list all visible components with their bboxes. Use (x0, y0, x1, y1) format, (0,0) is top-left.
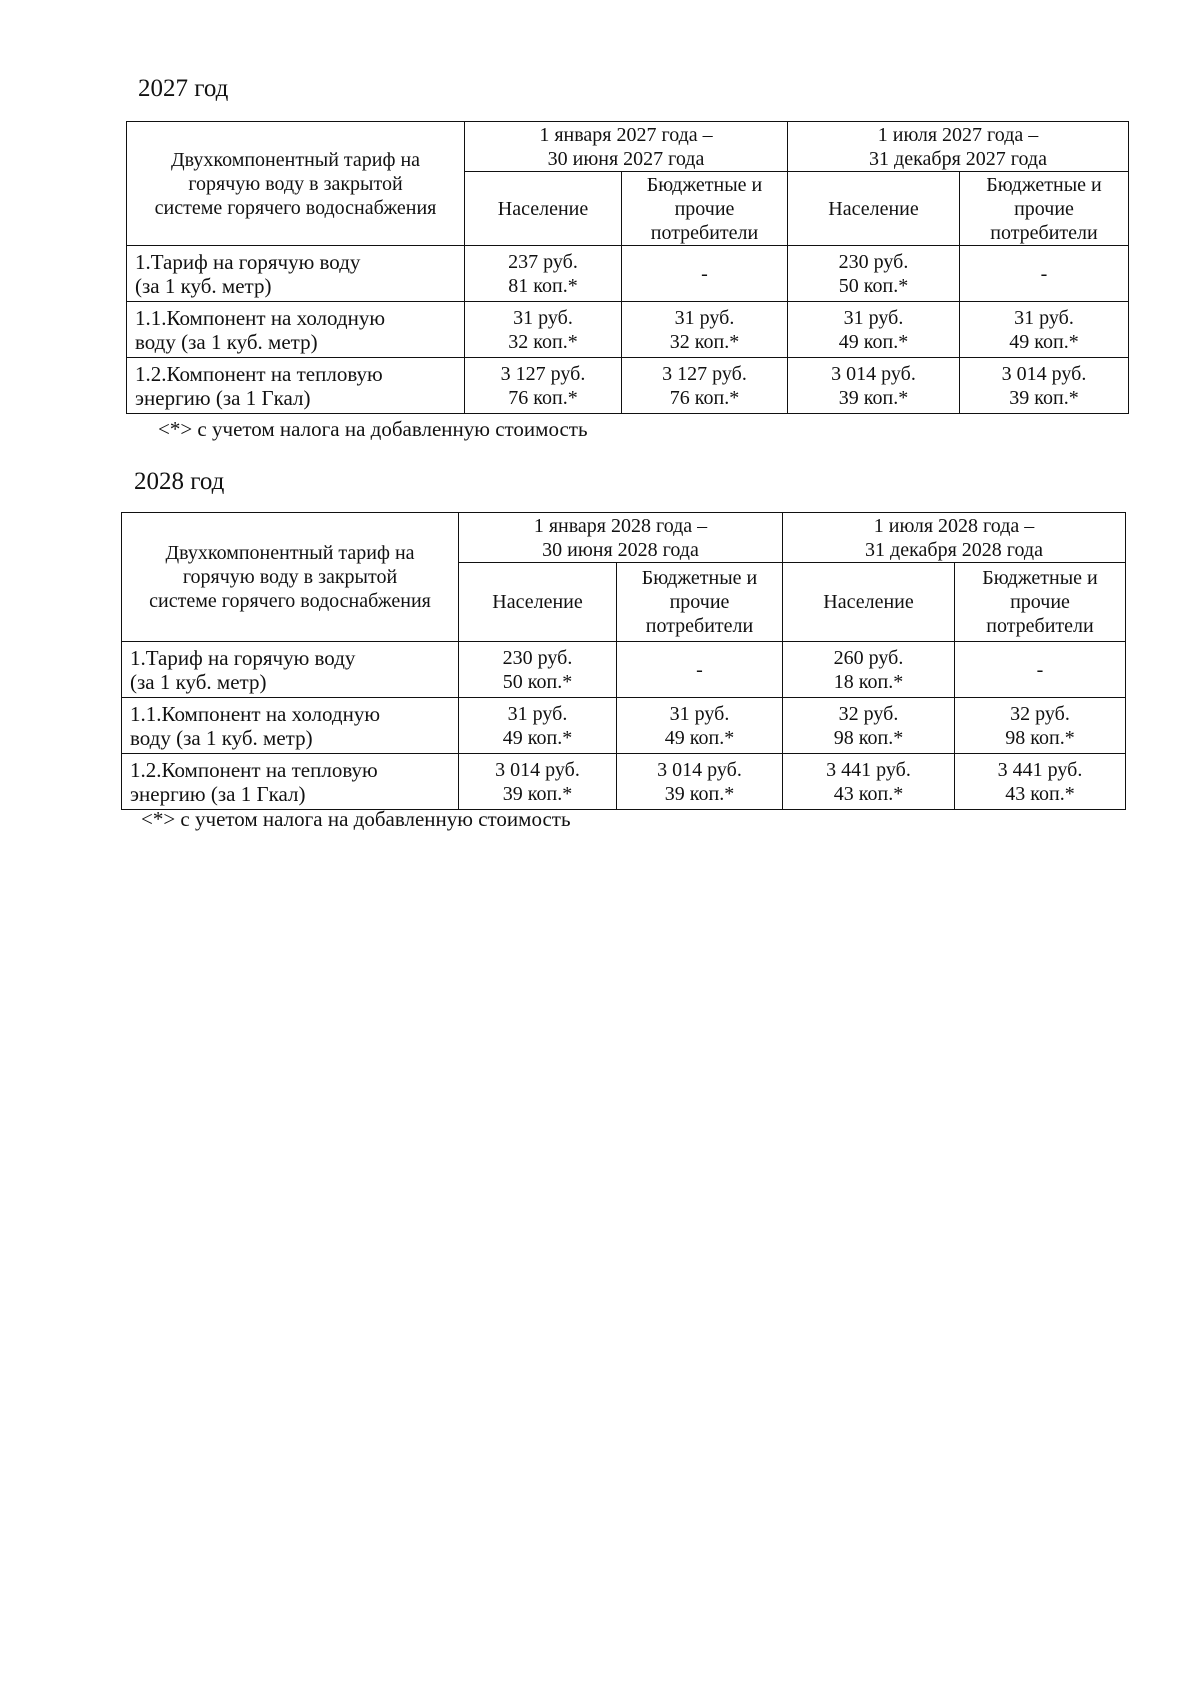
value-cell: 31 руб. 32 коп.* (622, 302, 788, 358)
value-cell: 32 руб. 98 коп.* (955, 698, 1126, 754)
row-label: 1.2.Компонент на тепловую энергию (за 1 Гкал) (127, 358, 465, 414)
table-corner-header: Двухкомпонентный тариф на горячую воду в закрытой системе горячего водоснабжения (122, 513, 459, 642)
value-cell: 3 014 руб. 39 коп.* (960, 358, 1129, 414)
table-row (127, 302, 1129, 358)
table-row (122, 754, 1126, 810)
value-cell: 31 руб. 49 коп.* (617, 698, 783, 754)
value-cell: 237 руб. 81 коп.* (465, 246, 622, 302)
subheader-population: Население (788, 172, 960, 246)
subheader-budget: Бюджетные и прочие потребители (617, 563, 783, 642)
value-cell: 32 руб. 98 коп.* (783, 698, 955, 754)
table-row (127, 246, 1129, 302)
subheader-population: Население (465, 172, 622, 246)
value-cell: - (617, 642, 783, 698)
value-cell: 31 руб. 49 коп.* (788, 302, 960, 358)
period-header: 1 января 2027 года – 30 июня 2027 года (465, 122, 788, 172)
subheader-budget: Бюджетные и прочие потребители (622, 172, 788, 246)
row-label: 1.2.Компонент на тепловую энергию (за 1 Гкал) (122, 754, 459, 810)
year-title: 2028 год (134, 468, 225, 495)
period-header: 1 июля 2028 года – 31 декабря 2028 года (783, 513, 1126, 563)
subheader-population: Население (459, 563, 617, 642)
vat-footnote: <*> с учетом налога на добавленную стоимость (141, 807, 571, 831)
table-row (122, 698, 1126, 754)
vat-footnote: <*> с учетом налога на добавленную стоимость (158, 417, 588, 441)
value-cell: 31 руб. 49 коп.* (960, 302, 1129, 358)
value-cell: 3 014 руб. 39 коп.* (617, 754, 783, 810)
subheader-budget: Бюджетные и прочие потребители (955, 563, 1126, 642)
tariff-table (121, 512, 1126, 810)
value-cell: 3 014 руб. 39 коп.* (788, 358, 960, 414)
value-cell: 230 руб. 50 коп.* (788, 246, 960, 302)
value-cell: 3 127 руб. 76 коп.* (622, 358, 788, 414)
period-header: 1 июля 2027 года – 31 декабря 2027 года (788, 122, 1129, 172)
row-label: 1.1.Компонент на холодную воду (за 1 куб. метр) (122, 698, 459, 754)
value-cell: 260 руб. 18 коп.* (783, 642, 955, 698)
value-cell: - (955, 642, 1126, 698)
table-row (127, 358, 1129, 414)
year-title: 2027 год (138, 75, 229, 102)
row-label: 1.Тариф на горячую воду (за 1 куб. метр) (127, 246, 465, 302)
row-label: 1.1.Компонент на холодную воду (за 1 куб. метр) (127, 302, 465, 358)
value-cell: 3 441 руб. 43 коп.* (783, 754, 955, 810)
subheader-population: Население (783, 563, 955, 642)
value-cell: 31 руб. 32 коп.* (465, 302, 622, 358)
tariff-table (126, 121, 1129, 414)
value-cell: - (960, 246, 1129, 302)
value-cell: 3 014 руб. 39 коп.* (459, 754, 617, 810)
row-label: 1.Тариф на горячую воду (за 1 куб. метр) (122, 642, 459, 698)
table-row (122, 642, 1126, 698)
value-cell: 3 127 руб. 76 коп.* (465, 358, 622, 414)
table-corner-header: Двухкомпонентный тариф на горячую воду в закрытой системе горячего водоснабжения (127, 122, 465, 246)
subheader-budget: Бюджетные и прочие потребители (960, 172, 1129, 246)
value-cell: - (622, 246, 788, 302)
period-header: 1 января 2028 года – 30 июня 2028 года (459, 513, 783, 563)
value-cell: 230 руб. 50 коп.* (459, 642, 617, 698)
value-cell: 3 441 руб. 43 коп.* (955, 754, 1126, 810)
value-cell: 31 руб. 49 коп.* (459, 698, 617, 754)
